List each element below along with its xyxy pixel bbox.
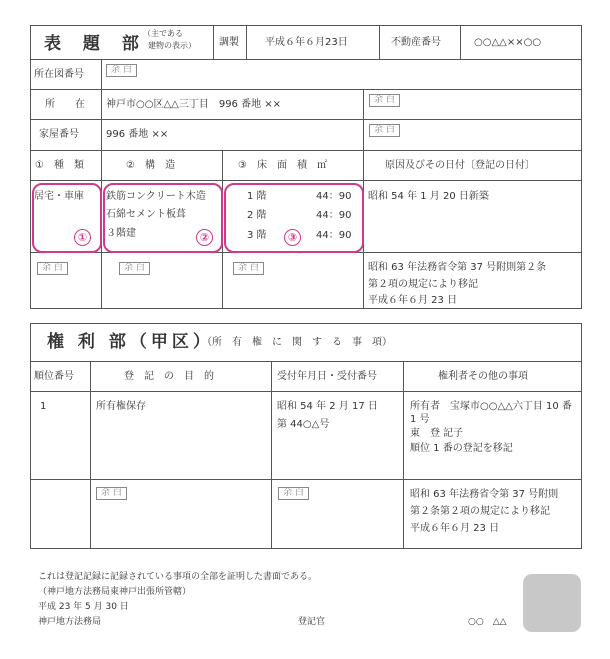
row2-note-2: 第２条第２項の規定により移記 — [410, 506, 550, 517]
footer-date: 平成 23 年 5 月 30 日 — [38, 602, 129, 612]
official-seal — [523, 574, 581, 632]
floor-area: 44：90 — [316, 230, 352, 241]
footer-certification: これは登記記録に記録されている事項の全部を証明した書面である。 — [38, 572, 318, 582]
highlight-shurui — [32, 183, 102, 253]
floor-name: 2 階 — [247, 210, 267, 221]
shozai-value: 神戸市○○区△△三丁目 996 番地 ×× — [106, 99, 282, 110]
floor-name: 1 階 — [247, 191, 267, 202]
footer-official-label: 登記官 — [298, 617, 326, 627]
shozai-zu-label: 所在図番号 — [34, 69, 84, 80]
col-yukamenseki: ③ 床 面 積 ㎡ — [238, 160, 327, 171]
kenri-title: 権 利 部（甲区） — [47, 332, 214, 352]
kaoku-value: 996 番地 ×× — [106, 129, 169, 140]
footer-jurisdiction: （神戸地方法務局東神戸出張所管轄） — [38, 587, 192, 597]
genin-value: 昭和 54 年 1 月 20 日新築 — [368, 191, 489, 202]
fudosan-value: ○○△△××○○ — [474, 37, 542, 48]
yohaku-stamp: 余 白 — [278, 487, 309, 500]
row1-juni: 1 — [40, 401, 47, 412]
row1-owner-1: 所有者 宝塚市○○△△六丁目 10 番 — [410, 401, 572, 412]
fudosan-label: 不動産番号 — [391, 37, 441, 48]
col-juni: 順位番号 — [34, 371, 74, 382]
chosei-date: 平成６年６月23日 — [265, 37, 348, 48]
col-kozo: ② 構 造 — [126, 160, 175, 171]
footer-official-name: ○○ △△ — [468, 617, 507, 627]
row1-owner-2: 1 号 — [410, 414, 430, 425]
floor-name: 3 階 — [247, 230, 267, 241]
yohaku-stamp: 余 白 — [119, 262, 150, 275]
kenri-title-note: （所 有 権 に 関 す る 事 項） — [202, 337, 392, 348]
row1-date: 昭和 54 年 2 月 17 日 — [277, 401, 378, 412]
iki-note-3: 平成６年６月 23 日 — [368, 295, 458, 306]
yohaku-stamp: 余 白 — [233, 262, 264, 275]
yohaku-stamp: 余 白 — [96, 487, 127, 500]
hyodai-title-note-2: 建物の表示） — [148, 41, 196, 50]
yohaku-stamp: 余 白 — [106, 64, 137, 77]
chosei-label: 調製 — [219, 37, 239, 48]
hyodai-title: 表 題 部 — [44, 34, 147, 54]
marker-1: ① — [74, 229, 91, 246]
iki-note-1: 昭和 63 年法務省令第 37 号附則第２条 — [368, 262, 547, 273]
yohaku-stamp: 余 白 — [37, 262, 68, 275]
kozo-line-3: ３階建 — [106, 228, 136, 239]
floor-area: 44：90 — [316, 210, 352, 221]
row1-number: 第 44○△号 — [277, 419, 330, 430]
yohaku-stamp: 余 白 — [369, 94, 400, 107]
kozo-line-1: 鉄筋コンクリート木造 — [106, 191, 206, 202]
row1-owner-3: 東 登 記子 — [410, 428, 464, 439]
row1-mokuteki: 所有権保存 — [96, 401, 146, 412]
footer-office: 神戸地方法務局 — [38, 617, 102, 627]
col-shurui: ① 種 類 — [35, 160, 84, 171]
shozai-label: 所 在 — [45, 99, 85, 110]
col-genin: 原因及びその日付〔登記の日付〕 — [385, 160, 535, 171]
col-uketsuke: 受付年月日・受付番号 — [277, 371, 377, 382]
col-mokuteki: 登 記 の 目 的 — [124, 371, 214, 382]
hyodai-title-note-1: （主である — [143, 29, 183, 38]
kozo-line-2: 石綿セメント板葺 — [106, 209, 186, 220]
floor-area: 44：90 — [316, 191, 352, 202]
row2-note-1: 昭和 63 年法務省令第 37 号附則 — [410, 489, 559, 500]
yohaku-stamp: 余 白 — [369, 124, 400, 137]
shurui-value: 居宅・車庫 — [34, 191, 84, 202]
row1-owner-4: 順位 1 番の登記を移記 — [410, 443, 513, 454]
kaoku-label: 家屋番号 — [39, 129, 79, 140]
row2-note-3: 平成６年６月 23 日 — [410, 523, 500, 534]
marker-3: ③ — [284, 229, 301, 246]
iki-note-2: 第２項の規定により移記 — [368, 279, 478, 290]
col-kenrisha: 権利者その他の事項 — [438, 371, 528, 382]
marker-2: ② — [196, 229, 213, 246]
